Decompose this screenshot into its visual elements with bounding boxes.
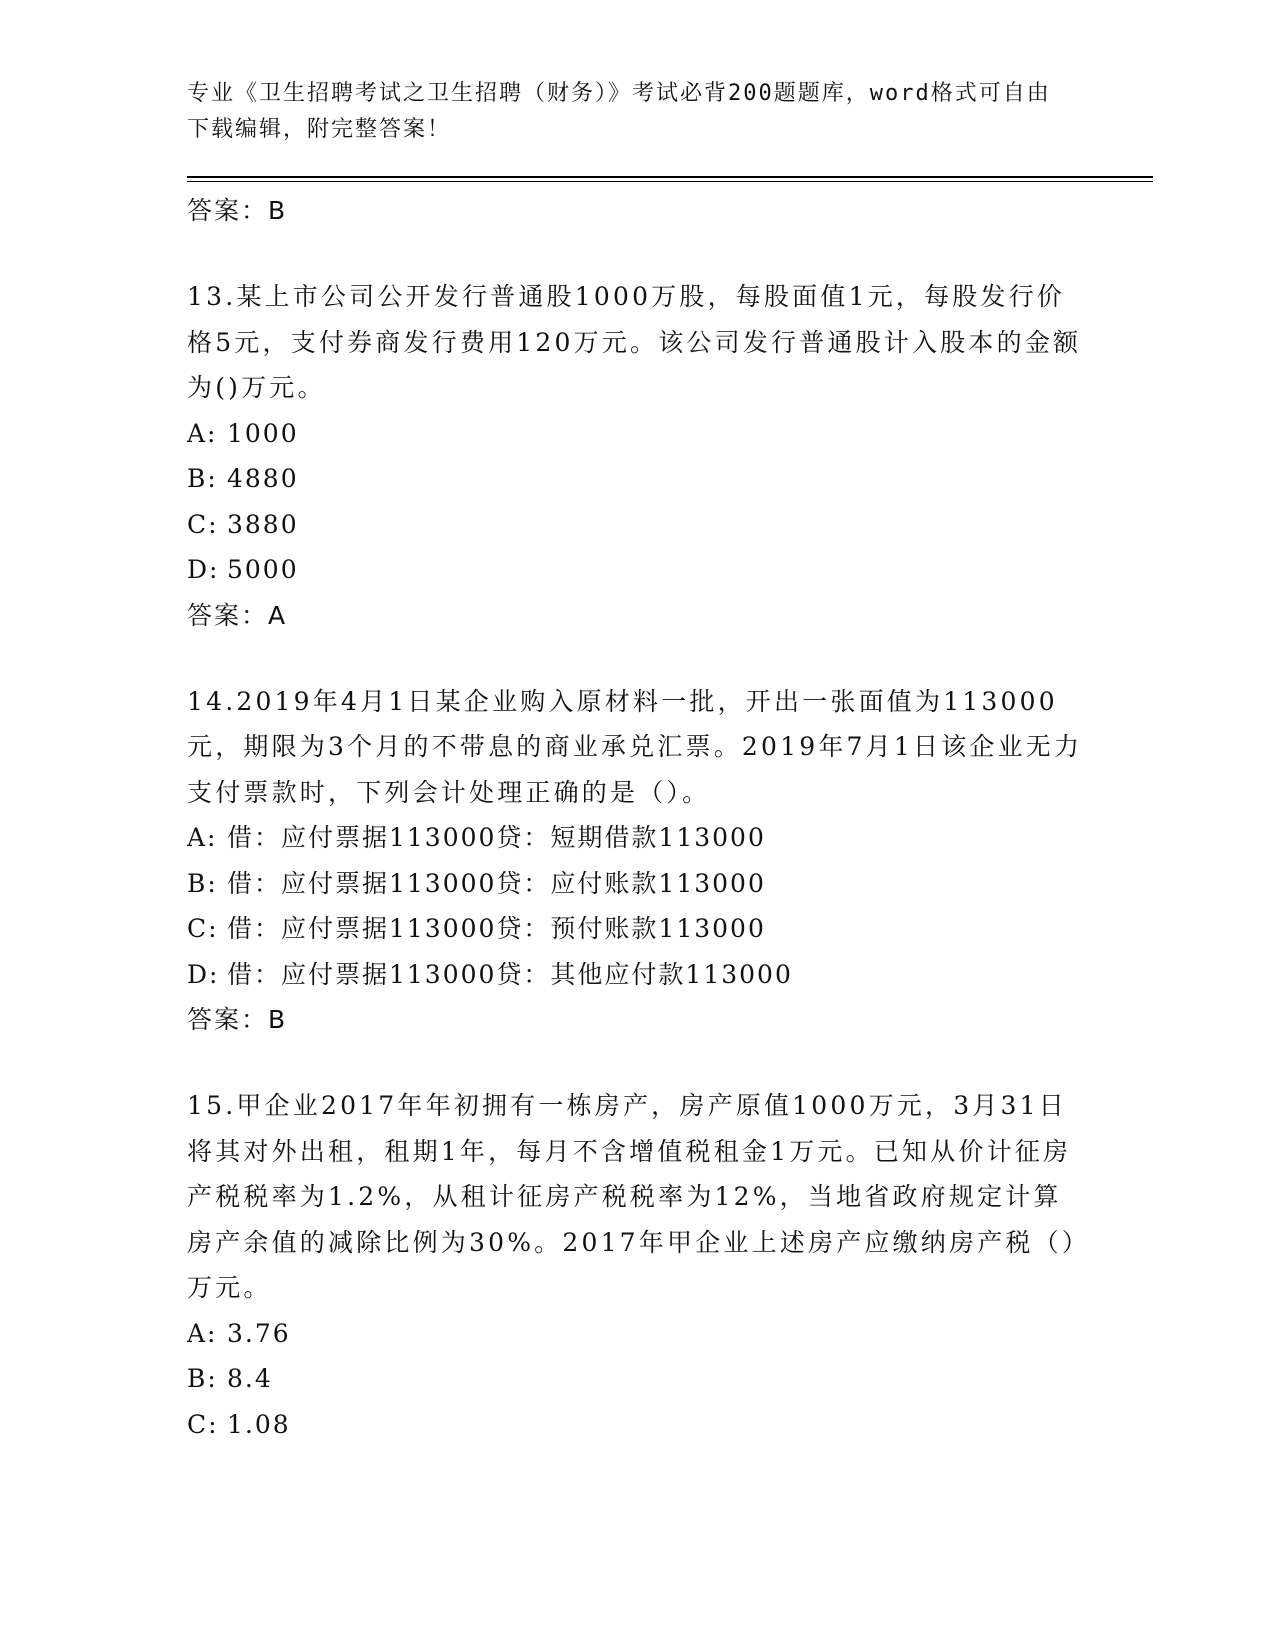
option-letter: D:	[187, 555, 220, 584]
option-text: 借：应付票据113000贷：其他应付款113000	[227, 959, 793, 989]
option-text: 4880	[227, 464, 299, 493]
option-b	[187, 456, 1087, 502]
question-stem: 13.某上市公司公开发行普通股1000万股，每股面值1元，每股发行价格5元，支付券商发行费用120万元。该公司发行普通股计入股本的金额为()万元。	[187, 282, 1082, 402]
header-rule-thick	[187, 176, 1153, 178]
option-d	[187, 547, 1087, 593]
question-15	[187, 1083, 1087, 1447]
option-b	[187, 1356, 1087, 1402]
answer-line: 答案：B	[187, 1005, 288, 1034]
document-body	[187, 188, 1087, 1447]
document-header: 专业《卫生招聘考试之卫生招聘（财务）》考试必背200题题库，word格式可自由下载编辑，附完整答案！	[187, 81, 1051, 142]
option-letter: D:	[187, 959, 220, 989]
option-a	[187, 411, 1087, 457]
option-text: 借：应付票据113000贷：短期借款113000	[227, 823, 766, 852]
option-letter: B:	[187, 464, 218, 493]
option-letter: C:	[187, 914, 219, 943]
option-letter: C:	[187, 509, 219, 539]
question-14	[187, 679, 1087, 1043]
previous-answer: 答案：B	[187, 196, 288, 225]
option-text: 1000	[227, 418, 299, 448]
option-letter: B:	[187, 1364, 218, 1393]
question-13	[187, 274, 1087, 638]
option-a	[187, 1311, 1087, 1357]
option-d	[187, 952, 1087, 998]
question-stem: 14.2019年4月1日某企业购入原材料一批，开出一张面值为113000元，期限为3个月的不带息的商业承兑汇票。2019年7月1日该企业无力支付票款时，下列会计处理正确的是（）。	[187, 686, 1083, 807]
answer-line: 答案：A	[187, 600, 288, 630]
option-c	[187, 906, 1087, 952]
option-text: 1.08	[227, 1409, 291, 1439]
option-letter: A:	[187, 1318, 218, 1348]
question-stem: 15.甲企业2017年年初拥有一栋房产，房产原值1000万元，3月31日将其对外出租，租期1年，每月不含增值税租金1万元。已知从价计征房产税税率为1.2%，从租计征房产税税率为12%，当地省政府规定计算房产余值的减除比例为30%。2017年甲企业上述房产应缴纳房产税（）万元。	[187, 1091, 1078, 1302]
header-rule-thin	[187, 181, 1153, 182]
option-c	[187, 1402, 1087, 1448]
option-text: 3.76	[227, 1318, 291, 1348]
option-letter: C:	[187, 1409, 219, 1439]
option-a	[187, 815, 1087, 861]
option-letter: A:	[187, 418, 218, 448]
option-text: 5000	[227, 555, 299, 584]
option-text: 3880	[227, 509, 299, 539]
option-text: 8.4	[227, 1364, 273, 1393]
option-text: 借：应付票据113000贷：预付账款113000	[227, 914, 766, 943]
option-letter: A:	[187, 823, 218, 852]
option-letter: B:	[187, 868, 218, 898]
option-text: 借：应付票据113000贷：应付账款113000	[227, 868, 766, 898]
option-c	[187, 502, 1087, 548]
option-b	[187, 861, 1087, 907]
